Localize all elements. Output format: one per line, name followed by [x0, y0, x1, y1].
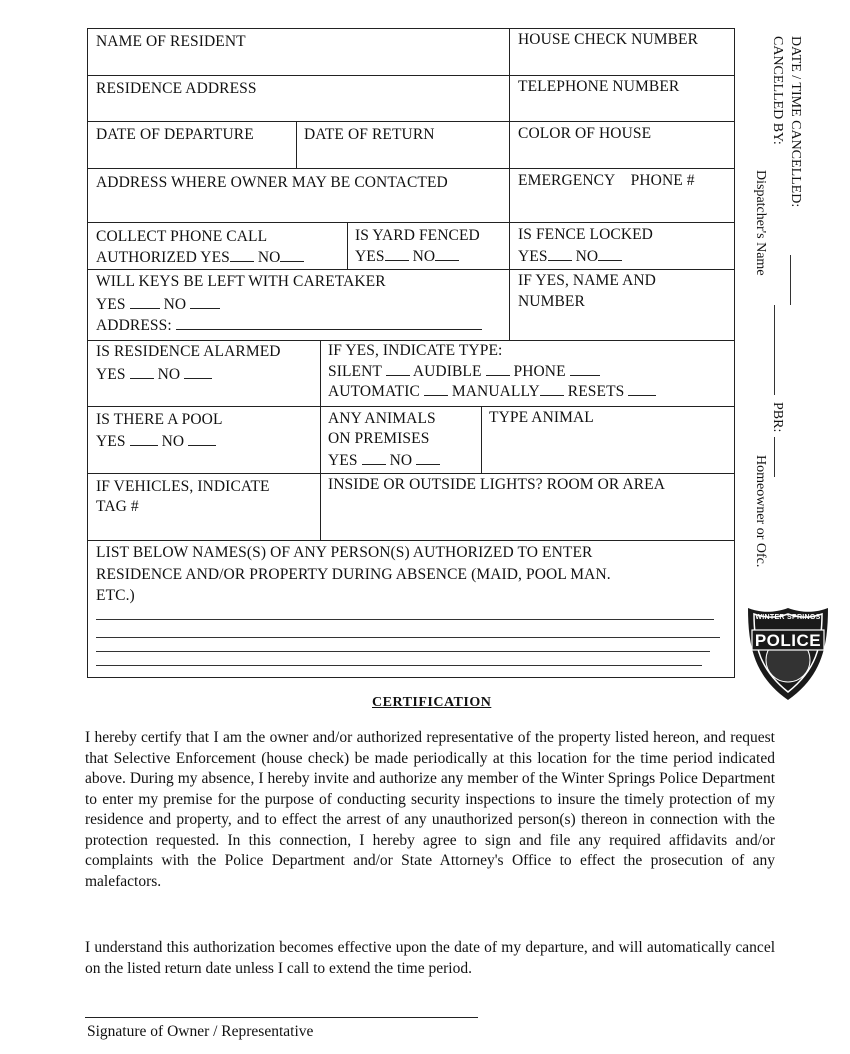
color-of-house-label: COLOR OF HOUSE: [518, 125, 652, 142]
pbr-label: PBR:: [770, 402, 785, 433]
alarm-type-row-2: [328, 381, 656, 402]
no-label: NO: [389, 452, 413, 469]
tag-label: TAG #: [96, 498, 139, 515]
keys-yes-blank[interactable]: [130, 294, 160, 309]
homeowner-or-ofc-label: Homeowner or Ofc.: [753, 455, 768, 568]
authorization-paragraph: I understand this authorization becomes effective upon the date of my departure, and will automatically cancel on the listed return date unless I call to extend the time period.: [85, 939, 775, 977]
caretaker-address-field: [96, 315, 482, 336]
row-divider: [87, 222, 735, 223]
fence-locked-field: [518, 246, 622, 267]
signature-label: Signature of Owner / Representative: [87, 1023, 314, 1040]
authorized-person-line[interactable]: [96, 619, 714, 620]
resets-label: RESETS: [567, 383, 625, 400]
pbr-blank[interactable]: [774, 437, 775, 477]
fence-locked-no-blank[interactable]: [598, 246, 622, 261]
alarmed-yes-blank[interactable]: [130, 364, 154, 379]
address-label: ADDRESS:: [96, 317, 172, 334]
yes-label: YES: [355, 248, 385, 265]
any-animals-label: ANY ANIMALS: [328, 410, 436, 427]
police-badge-logo: [746, 606, 830, 702]
no-label: NO: [157, 366, 181, 383]
cancelled-by-blank[interactable]: [774, 305, 775, 395]
authorized-person-line[interactable]: [96, 651, 710, 652]
phone-blank[interactable]: [570, 361, 600, 376]
manually-label: MANUALLY: [451, 383, 540, 400]
is-fence-locked-label: IS FENCE LOCKED: [518, 226, 653, 243]
row-divider: [87, 121, 735, 122]
authorized-no-blank[interactable]: [280, 247, 304, 262]
no-label: NO: [161, 433, 185, 450]
yes-label: YES: [518, 248, 548, 265]
column-divider: [481, 406, 482, 473]
row-divider: [87, 75, 735, 76]
is-yard-fenced-label: IS YARD FENCED: [355, 227, 480, 244]
vehicles-indicate-label: IF VEHICLES, INDICATE: [96, 478, 270, 495]
column-divider: [347, 222, 348, 269]
date-time-cancelled-label: DATE / TIME CANCELLED:: [788, 36, 803, 208]
silent-label: SILENT: [328, 363, 382, 380]
alarm-type-label: IF YES, INDICATE TYPE:: [328, 342, 503, 359]
date-of-departure-label: DATE OF DEPARTURE: [96, 126, 254, 143]
no-label: NO: [163, 296, 187, 313]
authorized-yes-label: AUTHORIZED YES: [96, 249, 230, 266]
date-of-return-label: DATE OF RETURN: [304, 126, 435, 143]
fence-locked-yes-blank[interactable]: [548, 246, 572, 261]
alarmed-no-blank[interactable]: [184, 364, 212, 379]
authorized-persons-label-1: LIST BELOW NAMES(S) OF ANY PERSON(S) AUTHORIZED TO ENTER: [96, 544, 593, 561]
emergency-phone-label: EMERGENCY PHONE #: [518, 172, 695, 189]
row-divider: [87, 406, 735, 407]
row-divider: [87, 473, 735, 474]
row-divider: [87, 168, 735, 169]
pool-yes-blank[interactable]: [130, 431, 158, 446]
no-label: NO: [412, 248, 436, 265]
row-divider: [87, 540, 735, 541]
no-label: NO: [575, 248, 599, 265]
authorized-yes-blank[interactable]: [230, 247, 254, 262]
caretaker-address-blank[interactable]: [176, 315, 482, 330]
animals-yes-blank[interactable]: [362, 450, 386, 465]
automatic-label: AUTOMATIC: [328, 383, 420, 400]
cancelled-by-label: CANCELLED BY:: [770, 36, 785, 145]
yard-fenced-no-blank[interactable]: [435, 246, 459, 261]
authorized-persons-label-3: ETC.): [96, 587, 135, 604]
yes-label: YES: [96, 296, 126, 313]
lights-room-area-label: INSIDE OR OUTSIDE LIGHTS? ROOM OR AREA: [328, 476, 666, 493]
yes-label: YES: [96, 433, 126, 450]
yard-fenced-yes-blank[interactable]: [385, 246, 409, 261]
column-divider: [296, 121, 297, 168]
row-divider: [87, 269, 735, 270]
collect-phone-call-label: COLLECT PHONE CALL: [96, 228, 268, 245]
column-divider: [509, 28, 510, 341]
alarmed-yes-no-field: [96, 364, 212, 385]
on-premises-label: ON PREMISES: [328, 430, 430, 447]
if-yes-name-and-label: IF YES, NAME AND: [518, 272, 656, 289]
type-animal-label: TYPE ANIMAL: [489, 409, 594, 426]
keys-no-blank[interactable]: [190, 294, 220, 309]
signature-line[interactable]: [85, 1017, 478, 1018]
date-time-cancelled-blank[interactable]: [790, 255, 791, 305]
owner-contact-address-label: ADDRESS WHERE OWNER MAY BE CONTACTED: [96, 174, 448, 191]
certification-title: CERTIFICATION: [372, 695, 492, 710]
authorized-person-line[interactable]: [96, 637, 720, 638]
pool-yes-no-field: [96, 431, 216, 452]
pool-no-blank[interactable]: [188, 431, 216, 446]
yard-fenced-field: [355, 246, 459, 267]
silent-blank[interactable]: [386, 361, 410, 376]
keys-yes-no-field: [96, 294, 220, 315]
dispatchers-name-label: Dispatcher's Name: [753, 170, 768, 276]
number-label: NUMBER: [518, 293, 585, 310]
is-residence-alarmed-label: IS RESIDENCE ALARMED: [96, 343, 281, 360]
authorized-no-label: NO: [257, 249, 281, 266]
resets-blank[interactable]: [628, 381, 656, 396]
authorized-persons-label-2: RESIDENCE AND/OR PROPERTY DURING ABSENCE (MAID, POOL MAN.: [96, 566, 611, 583]
certification-paragraph: I hereby certify that I am the owner and/or authorized representative of the property listed hereon, and request that Selective Enforcement (house check) be made periodically at this location for the time period indicated above. During my absence, I hereby invite and authorize any member of the Winter Springs Police Department to enter my premise for the purpose of conducting security inspections to insure the timely protection of my residence and property, and to effect the arrest of any unauthorized person(s) thereon in connection with the protection requested. In this connection, I hereby agree to sign and file any required affidavits and/or complaints with the Police Department and/or State Attorney's Office to effect the prosecution of any malefactors.: [85, 729, 775, 890]
is-there-a-pool-label: IS THERE A POOL: [96, 411, 223, 428]
house-check-number-label: HOUSE CHECK NUMBER: [518, 31, 699, 48]
audible-label: AUDIBLE: [412, 363, 482, 380]
manually-blank[interactable]: [540, 381, 564, 396]
name-of-resident-label: NAME OF RESIDENT: [96, 33, 246, 50]
authorized-person-line[interactable]: [96, 665, 702, 666]
yes-label: YES: [328, 452, 358, 469]
audible-blank[interactable]: [486, 361, 510, 376]
automatic-blank[interactable]: [424, 381, 448, 396]
yes-label: YES: [96, 366, 126, 383]
residence-address-label: RESIDENCE ADDRESS: [96, 80, 257, 97]
column-divider: [320, 340, 321, 540]
collect-call-authorized-field: [96, 247, 304, 268]
animals-no-blank[interactable]: [416, 450, 440, 465]
animals-yes-no-field: [328, 450, 440, 471]
badge-city-text: WINTER SPRINGS: [755, 614, 821, 621]
alarm-type-row-1: [328, 361, 600, 382]
phone-label: PHONE: [513, 363, 566, 380]
keys-left-with-caretaker-label: WILL KEYS BE LEFT WITH CARETAKER: [96, 273, 386, 290]
telephone-number-label: TELEPHONE NUMBER: [518, 78, 680, 95]
badge-police-text: POLICE: [754, 631, 822, 650]
